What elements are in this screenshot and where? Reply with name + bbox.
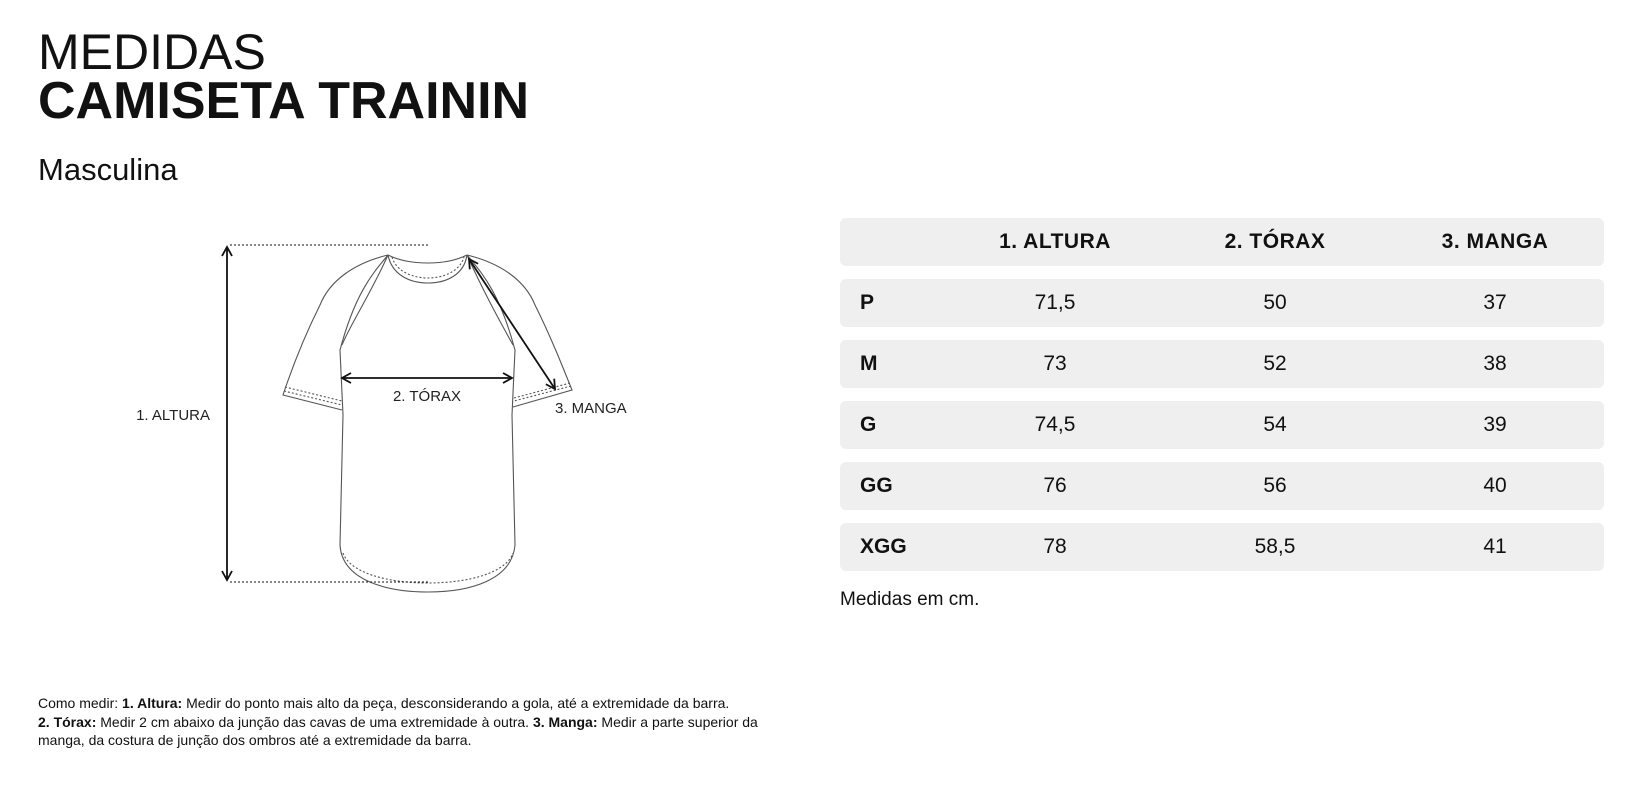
size-table: [840, 218, 1604, 584]
manga-value: 37: [1483, 291, 1507, 314]
size-label: M: [860, 352, 878, 375]
torax-value: 52: [1263, 352, 1287, 375]
altura-value: 74,5: [1034, 413, 1076, 436]
tshirt-measurement-diagram: [130, 235, 640, 615]
instructions-intro: Como medir:: [38, 695, 123, 711]
altura-value: 78: [1043, 535, 1067, 558]
table-header-row: [840, 218, 1604, 266]
altura-value: 71,5: [1034, 291, 1076, 314]
manga-value: 41: [1483, 535, 1507, 558]
table-row: [840, 340, 1604, 388]
torax-value: 58,5: [1254, 535, 1296, 558]
instructions-manga-label: 3. Manga:: [532, 713, 598, 730]
instructions-torax-text: Medir 2 cm abaixo da junção das cavas de uma extremidade à outra.: [96, 713, 533, 730]
page-title-line2: CAMISETA TRAININ: [38, 72, 530, 130]
torax-value: 50: [1263, 291, 1287, 314]
altura-value: 76: [1043, 474, 1067, 497]
table-row: [840, 523, 1604, 571]
torax-value: 56: [1263, 474, 1287, 497]
measuring-instructions: [38, 694, 778, 750]
page-subtitle: Masculina: [38, 152, 178, 187]
instructions-torax-label: 2. Tórax:: [38, 713, 97, 730]
table-row: [840, 401, 1604, 449]
manga-label: 3. MANGA: [555, 400, 627, 417]
manga-value: 40: [1483, 474, 1507, 497]
table-header-manga: 3. MANGA: [1441, 230, 1549, 253]
altura-label: 1. ALTURA: [136, 407, 210, 424]
torax-label: 2. TÓRAX: [392, 388, 462, 405]
instructions-altura-text: Medir do ponto mais alto da peça, desconsiderando a gola, até a extremidade da barra.: [182, 695, 730, 711]
size-label: G: [860, 413, 877, 436]
instructions-altura-label: 1. Altura:: [122, 695, 183, 711]
altura-value: 73: [1043, 352, 1067, 375]
torax-value: 54: [1263, 413, 1287, 436]
table-row: [840, 462, 1604, 510]
table-note: Medidas em cm.: [840, 589, 980, 610]
instructions-manga-text: Medir a parte superior da manga, da costura de junção dos ombros até a extremidade da barra.: [38, 713, 758, 748]
tshirt-icon: [283, 255, 572, 592]
table-row: [840, 279, 1604, 327]
page-title-line1: MEDIDAS: [38, 24, 266, 80]
table-header-torax: 2. TÓRAX: [1224, 230, 1326, 253]
size-label: P: [860, 291, 875, 314]
manga-arrow: [469, 259, 555, 389]
manga-value: 38: [1483, 352, 1507, 375]
manga-value: 39: [1483, 413, 1507, 436]
size-label: GG: [860, 474, 893, 497]
size-label: XGG: [860, 535, 907, 558]
table-header-cell: [860, 218, 940, 266]
table-header-altura: 1. ALTURA: [999, 230, 1111, 253]
